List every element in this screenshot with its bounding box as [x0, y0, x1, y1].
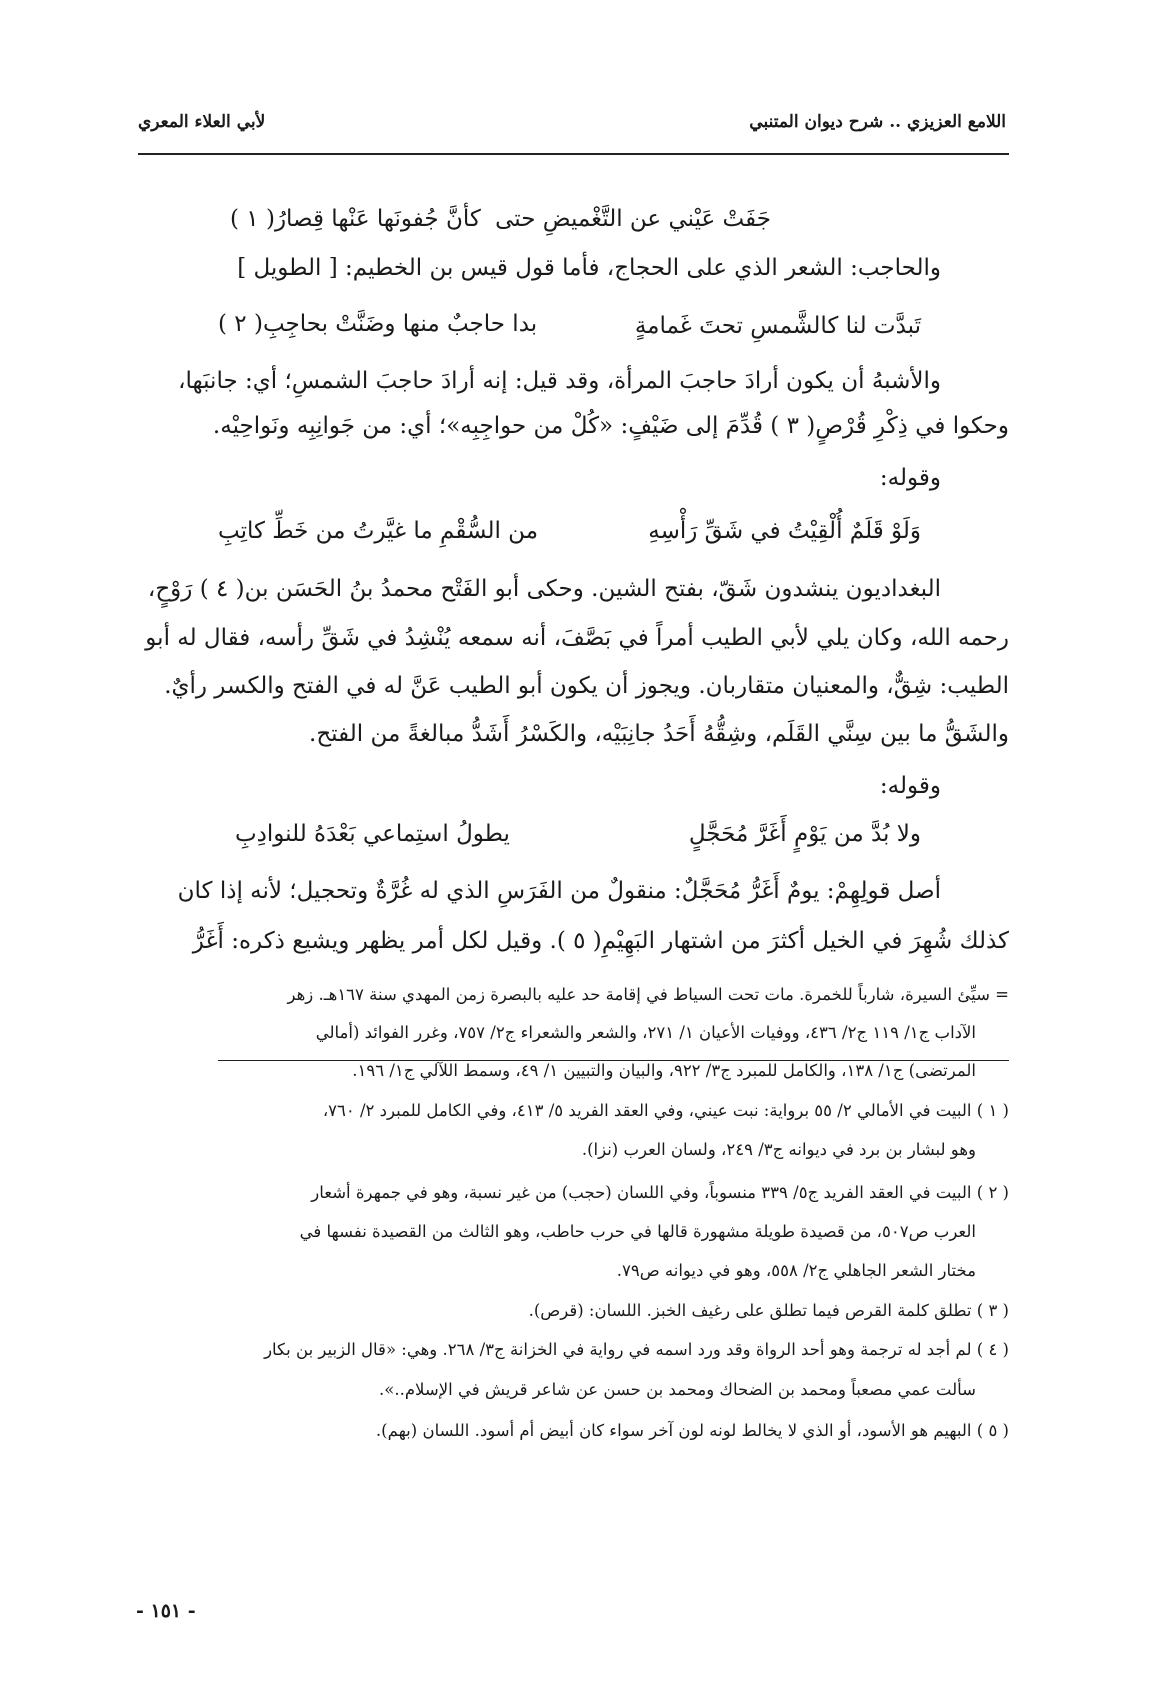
footnote-1-line-1: ( ١ ) البيت في الأمالي ٢/ ٥٥ برواية: نبت عيني، وفي العقد الفريد ٥/ ٤١٣، وفي الكامل للمبرد ٢/ ٧٦٠، [322, 1101, 1009, 1120]
footnote-2-line-1: ( ٢ ) البيت في العقد الفريد ج٥/ ٣٣٩ منسوباً، وفي اللسان (حجب) من غير نسبة، وهو في جمهرة أشعار [311, 1183, 1009, 1202]
footnote-4-line-2: سألت عمي مصعباً ومحمد بن الضحاك ومحمد بن حسن عن شاعر قريش في الإسلام..». [379, 1380, 976, 1399]
body-line-8: والشَقُّ ما بين سِنَّي القَلَم، وشِقُّهُ أَحَدُ جانِبَيْه، والكَسْرُ أَشَدُّ مبالغةً من الفتح. [309, 721, 1009, 747]
body-line-7: الطيب: شِقٌّ، والمعنيان متقاربان. ويجوز أن يكون أبو الطيب عَنَّ له في الفتح والكسر رأيٌ. [164, 673, 1009, 699]
footnote-1-line-2: وهو لبشار بن برد في ديوانه ج٣/ ٢٤٩، ولسان العرب (نزا). [581, 1140, 976, 1159]
verse-3-second-hemistich: من السُّقْمِ ما غيَّرتُ من خَطِّ كاتِبِ [218, 518, 539, 544]
verse-1-first-hemistich: جَفَتْ عَيْني عن التَّغْميضِ حتى [495, 206, 771, 232]
running-header-title: اللامع العزيزي .. شرح ديوان المتنبي [749, 112, 1006, 132]
body-line-6: رحمه الله، وكان يلي لأبي الطيب أمراً في بَصَّفَ، أنه سمعه يُنْشِدُ في شَقِّ رأسه، فقال له أبو [145, 625, 1009, 651]
body-line-1: والحاجب: الشعر الذي على الحجاج، فأما قول قيس بن الخطيم: [ الطويل ] [237, 255, 941, 281]
footnote-continued-1: = سيِّئ السيرة، شارباً للخمرة. مات تحت السياط في إقامة حد عليه بالبصرة زمن المهدي سنة ١٦٧هـ. زهر [287, 985, 1009, 1004]
verse-2-second-hemistich: بدا حاجبٌ منها وضَنَّتْ بحاجِبِ( ٢ ) [218, 311, 538, 337]
verse-2-first-hemistich: تَبدَّت لنا كالشَّمسِ تحتَ غَمامةٍ [634, 313, 921, 339]
verse-1-second-hemistich: كأنَّ جُفونَها عَنْها قِصارُ( ١ ) [230, 206, 481, 232]
body-line-10: أصل قولِهِمْ: يومٌ أَغَرُّ مُحَجَّلٌ: منقولٌ من الفَرَسِ الذي له غُرَّةٌ وتحجيل؛ لأنه إذا كان [177, 878, 941, 904]
body-line-9: وقوله: [879, 773, 941, 799]
body-line-11: كذلك شُهِرَ في الخيل أكثرَ من اشتهار البَهِيْمِ( ٥ ). وقيل لكل أمر يظهر ويشيع ذكره: أَغَرُّ [192, 928, 1009, 954]
verse-4-first-hemistich: ولا بُدَّ من يَوْمٍ أَغَرَّ مُحَجَّلٍ [688, 821, 921, 847]
footnote-5: ( ٥ ) البهيم هو الأسود، أو الذي لا يخالط لونه لون آخر سواء كان أبيض أم أسود. اللسان (بهم). [375, 1421, 1009, 1440]
body-line-4: وقوله: [879, 465, 941, 491]
body-line-5: البغداديون ينشدون شَقّ، بفتح الشين. وحكى أبو الفَتْح محمدُ بنُ الحَسَن بن( ٤ ) رَوْحٍ، [147, 576, 941, 602]
running-header-author: لأبي العلاء المعري [138, 112, 266, 132]
verse-4-second-hemistich: يطولُ استِماعي بَعْدَهُ للنوادِبِ [235, 821, 510, 847]
header-rule [138, 153, 1009, 155]
footnote-continued-3: المرتضى) ج١/ ١٣٨، والكامل للمبرد ج٣/ ٩٢٢، والبيان والتبيين ١/ ٤٩، وسمط اللآلي ج١/ ١٩٦. [352, 1061, 976, 1080]
body-line-2: والأشبهُ أن يكون أرادَ حاجبَ المرأة، وقد قيل: إنه أرادَ حاجبَ الشمسِ؛ أي: جانبَها، [178, 368, 941, 394]
verse-3-first-hemistich: وَلَوْ قَلَمٌ أُلْقِيْتُ في شَقِّ رَأْسِهِ [648, 518, 921, 544]
footnote-3: ( ٣ ) تطلق كلمة القرص فيما تطلق على رغيف الخبز. اللسان: (قرص). [528, 1301, 1009, 1320]
footnote-continued-2: الآداب ج١/ ١١٩ ج٢/ ٤٣٦، ووفيات الأعيان ١/ ٢٧١، والشعر والشعراء ج٢/ ٧٥٧، وغرر الفوائد (أمالي [315, 1023, 976, 1042]
footnote-4-line-1: ( ٤ ) لم أجد له ترجمة وهو أحد الرواة وقد ورد اسمه في رواية في الخزانة ج٣/ ٢٦٨. وهي: «قال الزبير بن بكار [264, 1340, 1009, 1359]
body-line-3: وحكوا في ذِكْرِ قُرْصٍ( ٣ ) قُدِّمَ إلى ضَيْفٍ: «كُلْ من حواجِبِه»؛ أي: من جَوانِبِه ونَواحِيْه. [212, 413, 1009, 439]
page-number: - ١٥١ - [136, 1600, 196, 1622]
footnote-2-line-3: مختار الشعر الجاهلي ج٢/ ٥٥٨، وهو في ديوانه ص٧٩. [616, 1261, 976, 1280]
footnote-2-line-2: العرب ص٥٠٧، من قصيدة طويلة مشهورة قالها في حرب حاطب، وهو الثالث من القصيدة نفسها في [299, 1222, 976, 1241]
